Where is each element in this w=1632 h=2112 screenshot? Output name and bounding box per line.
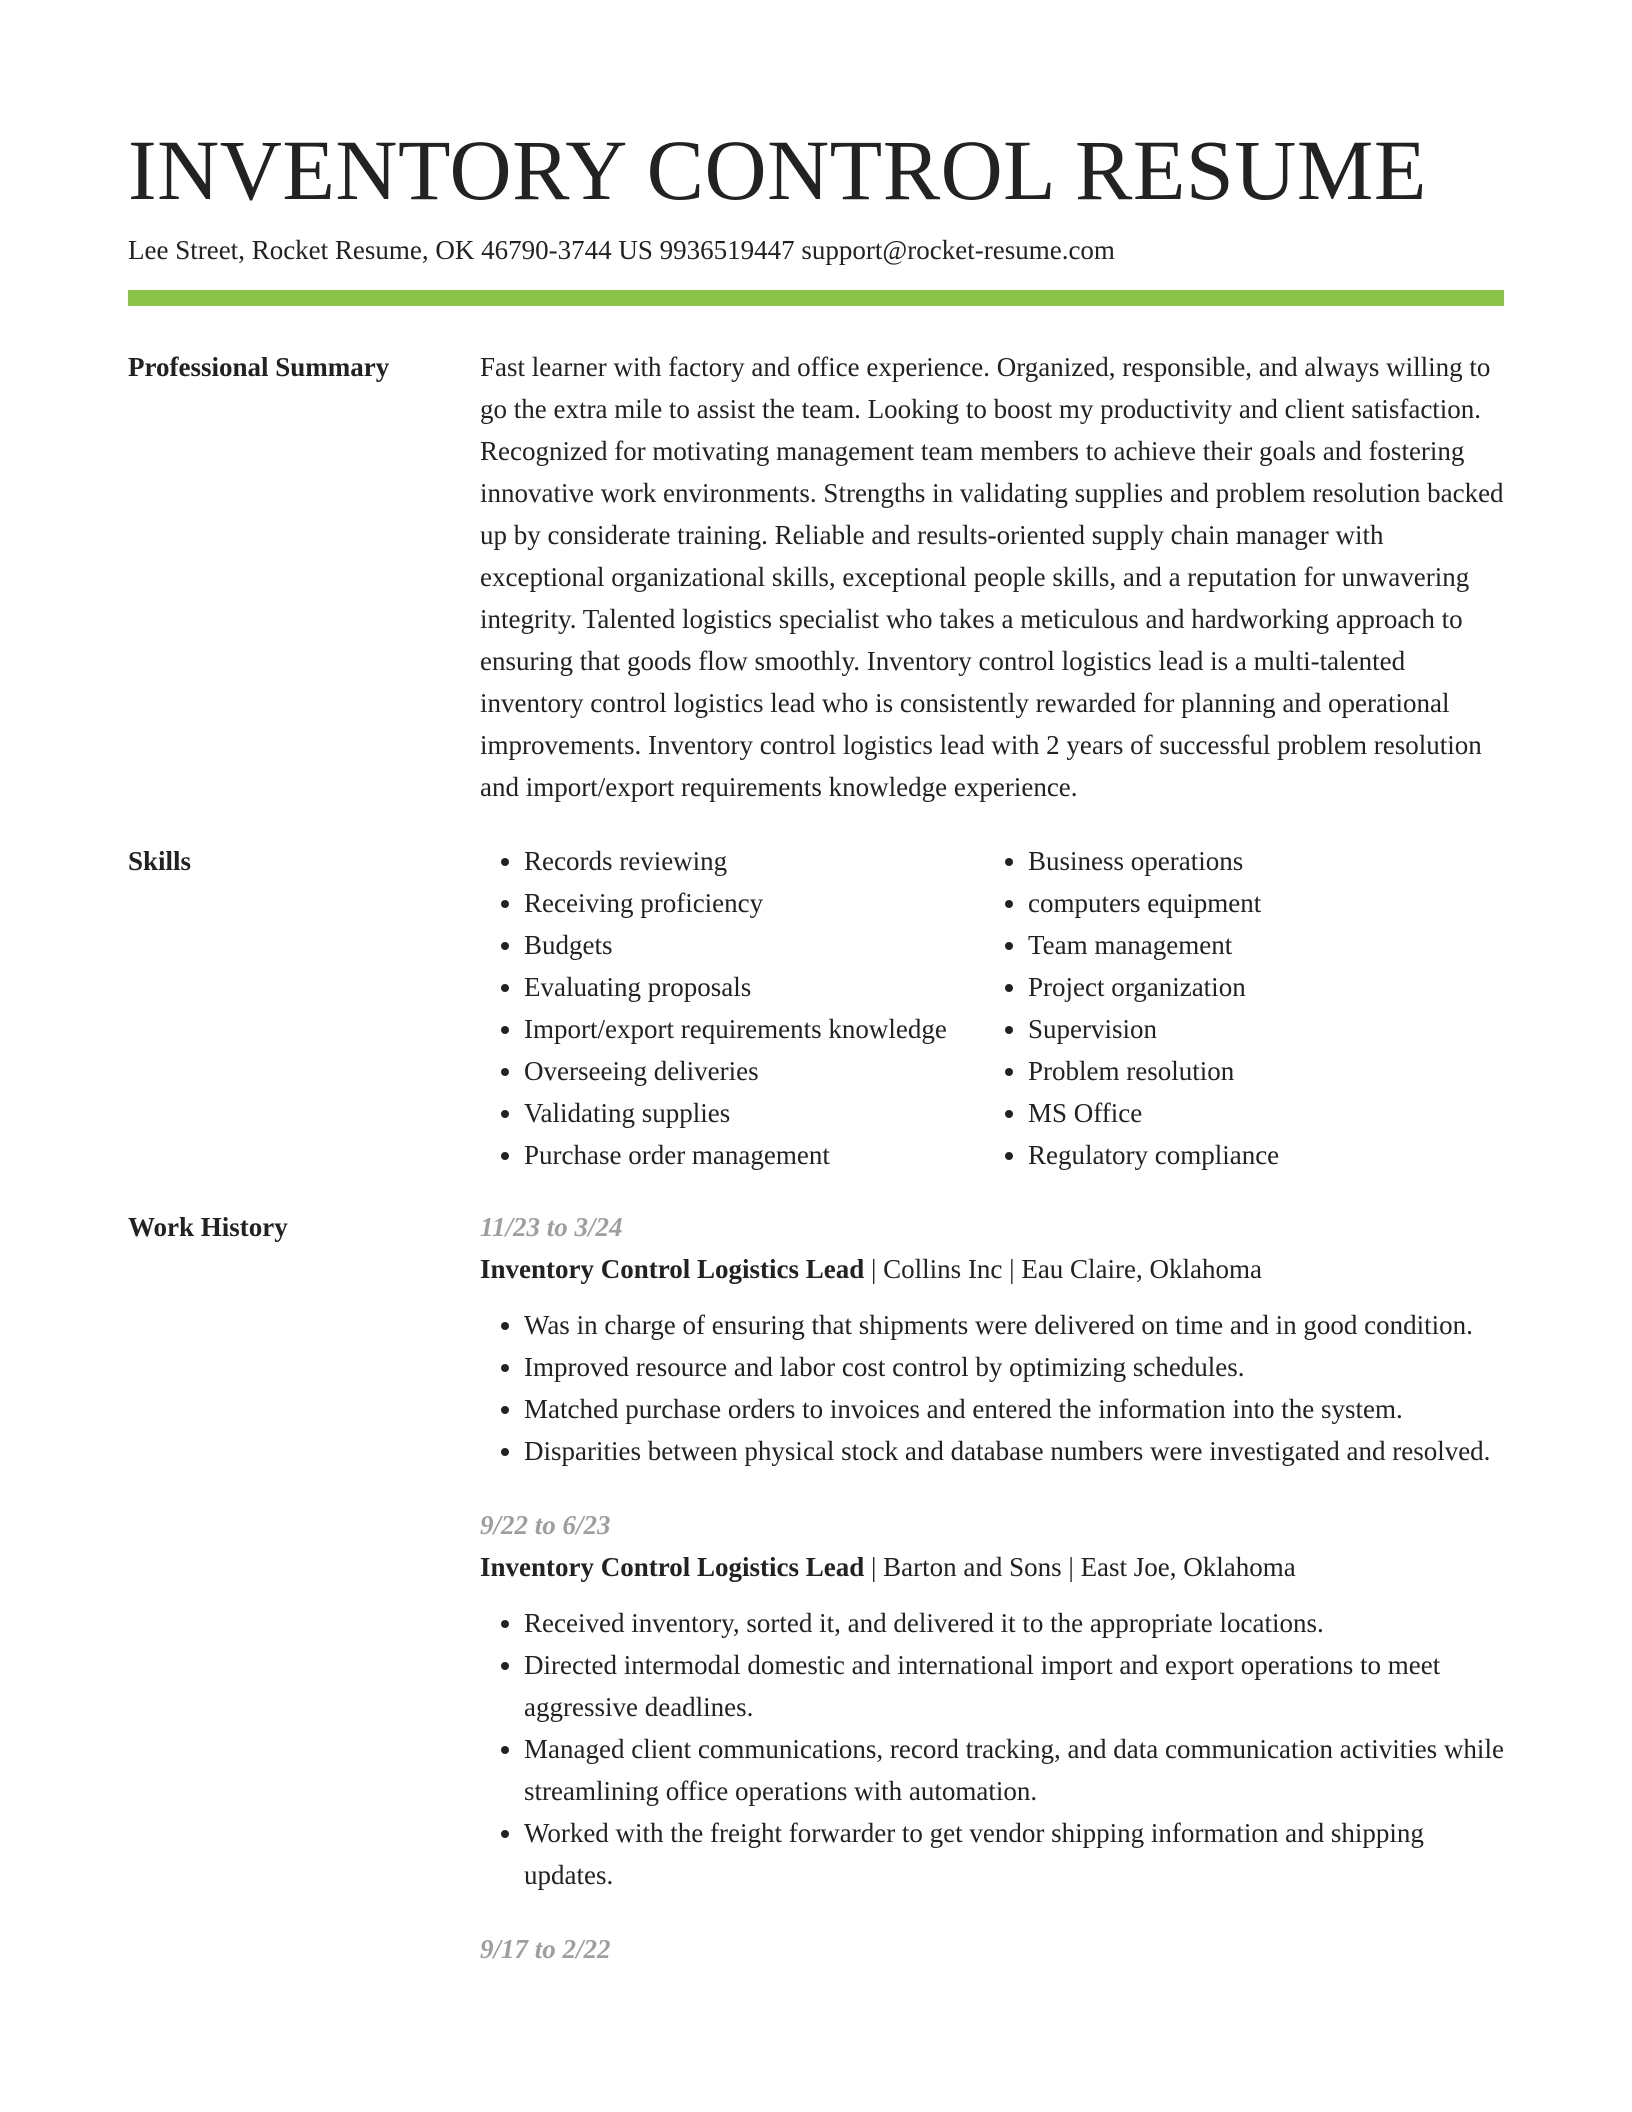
contact-line: Lee Street, Rocket Resume, OK 46790-3744 US 9936519447 support@rocket-resume.com [128,235,1115,265]
skills-section [128,840,1504,1176]
skill-item: • Records reviewing [524,840,984,882]
skill-item: • Budgets [524,924,984,966]
skills-body [480,840,1504,1176]
job-details: | Collins Inc | Eau Claire, Oklahoma [864,1254,1262,1284]
skill-item: • Validating supplies [524,1092,984,1134]
skill-item: • Project organization [1028,966,1279,1008]
job-bullet: • Improved resource and labor cost control by optimizing schedules. [524,1346,1504,1388]
skill-item: • Purchase order management [524,1134,984,1176]
job-entry [480,1928,1504,1970]
job-entry [480,1504,1504,1896]
accent-divider [128,290,1504,306]
section-label-skills: Skills [128,846,192,876]
job-bullet: • Worked with the freight forwarder to get vendor shipping information and shipping updates. [524,1812,1504,1896]
skill-item: • Problem resolution [1028,1050,1279,1092]
work-history-section [128,1206,1504,2002]
skill-item: • MS Office [1028,1092,1279,1134]
job-heading [480,1248,1504,1290]
skill-item: • Evaluating proposals [524,966,984,1008]
summary-text: Fast learner with factory and office experience. Organized, responsible, and always willing to go the extra mile to assist the team. Looking to boost my productivity and client satisfaction. Recognized for motivating management team members to achieve their goals and fostering innovative work environments. Strengths in validating supplies and problem resolution backed up by considerate training. Reliable and results-oriented supply chain manager with exceptional organizational skills, exceptional people skills, and a reputation for unwavering integrity. Talented logistics specialist who takes a meticulous and hardworking approach to ensuring that goods flow smoothly. Inventory control logistics lead is a multi-talented inventory control logistics lead who is consistently rewarded for planning and operational improvements. Inventory control logistics lead with 2 years of successful problem resolution and import/export requirements knowledge experience. [480,352,1504,802]
job-bullet: • Was in charge of ensuring that shipments were delivered on time and in good condition. [524,1304,1504,1346]
skill-item: • Regulatory compliance [1028,1134,1279,1176]
job-title: Inventory Control Logistics Lead [480,1552,865,1582]
skill-item: • Business operations [1028,840,1279,882]
summary-body [480,346,1504,808]
job-dates: 9/17 to 2/22 [480,1934,611,1964]
section-label-work: Work History [128,1212,288,1242]
job-title: Inventory Control Logistics Lead [480,1254,865,1284]
resume-title: INVENTORY CONTROL RESUME [128,122,1427,218]
job-bullet: • Received inventory, sorted it, and delivered it to the appropriate locations. [524,1602,1504,1644]
skill-item: • Receiving proficiency [524,882,984,924]
professional-summary-section [128,346,1504,808]
job-heading [480,1546,1504,1588]
job-bullet: • Disparities between physical stock and database numbers were investigated and resolved. [524,1430,1504,1472]
resume-page [128,120,1504,2002]
job-entry [480,1206,1504,1472]
skill-item: • Overseeing deliveries [524,1050,984,1092]
job-dates: 11/23 to 3/24 [480,1212,623,1242]
job-bullet: • Managed client communications, record tracking, and data communication activities while streamlining office operations with automation. [524,1728,1504,1812]
job-bullet: • Matched purchase orders to invoices and entered the information into the system. [524,1388,1504,1430]
skill-item: • computers equipment [1028,882,1279,924]
skill-item: • Team management [1028,924,1279,966]
job-bullets [480,1602,1504,1896]
skill-item: • Import/export requirements knowledge [524,1008,984,1050]
skill-item: • Supervision [1028,1008,1279,1050]
work-body [480,1206,1504,2002]
skills-list-right [984,840,1279,1176]
section-label-summary: Professional Summary [128,352,390,382]
job-bullets [480,1304,1504,1472]
job-dates: 9/22 to 6/23 [480,1510,611,1540]
skills-list-left [480,840,984,1176]
job-details: | Barton and Sons | East Joe, Oklahoma [864,1552,1296,1582]
job-bullet: • Directed intermodal domestic and international import and export operations to meet aggressive deadlines. [524,1644,1504,1728]
